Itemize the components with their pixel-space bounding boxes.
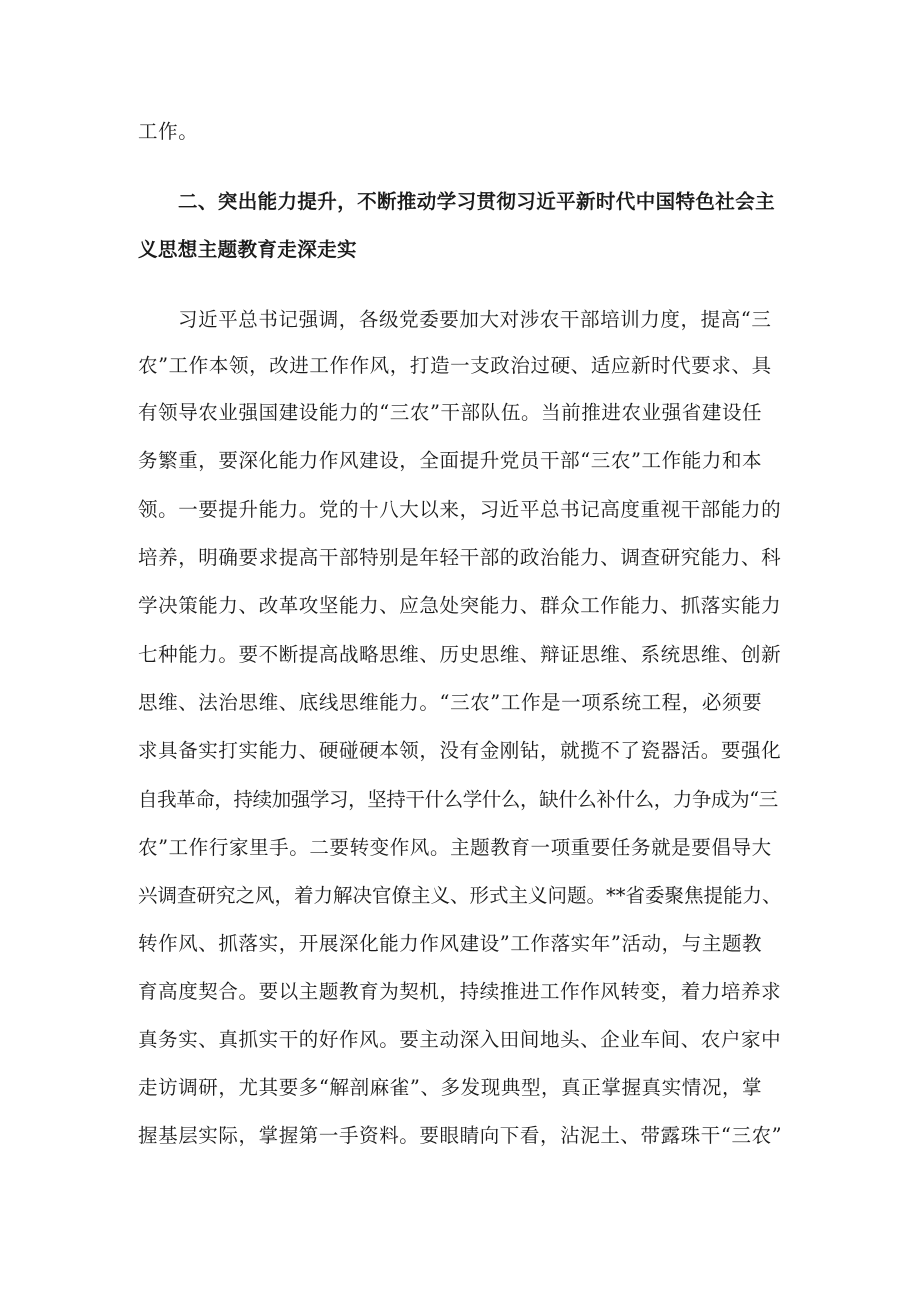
paragraph-line: 习近平总书记强调，各级党委要加大对涉农干部培训力度，提高“三	[178, 308, 772, 331]
paragraph-line: 学决策能力、改革攻坚能力、应急处突能力、群众工作能力、抓落实能力	[138, 594, 782, 617]
paragraph-line: 真务实、真抓实干的好作风。要主动深入田间地头、企业车间、农户家中	[138, 1028, 782, 1051]
paragraph-line: 务繁重，要深化能力作风建设，全面提升党员干部“三农”工作能力和本	[138, 449, 763, 472]
paragraph-line: 求具备实打实能力、硬碰硬本领，没有金刚钻，就揽不了瓷器活。要强化	[138, 739, 782, 762]
paragraph-line: 思维、法治思维、底线思维能力。“三农”工作是一项系统工程，必须要	[138, 691, 763, 714]
paragraph-line: 转作风、抓落实，开展深化能力作风建设”工作落实年”活动，与主题教	[138, 932, 763, 955]
paragraph-line: 领。一要提升能力。党的十八大以来，习近平总书记高度重视干部能力的	[138, 498, 782, 521]
section-heading-line-1: 二、突出能力提升，不断推动学习贯彻习近平新时代中国特色社会主	[178, 190, 776, 213]
paragraph-line: 有领导农业强国建设能力的“三农”干部队伍。当前推进农业强省建设任	[138, 401, 763, 424]
paragraph-line: 育高度契合。要以主题教育为契机，持续推进工作作风转变，着力培养求	[138, 980, 782, 1003]
paragraph-line: 自我革命，持续加强学习，坚持干什么学什么，缺什么补什么，力争成为“三	[138, 788, 778, 811]
carryover-line: 工作。	[138, 120, 199, 143]
paragraph-line: 兴调查研究之风，着力解决官僚主义、形式主义问题。**省委聚焦提能力、	[138, 884, 782, 907]
section-heading-line-2: 义思想主题教育走深走实	[138, 238, 357, 261]
paragraph-line: 走访调研，尤其要多“解剖麻雀”、多发现典型，真正掌握真实情况，掌	[138, 1076, 763, 1099]
paragraph-line: 农”工作行家里手。二要转变作风。主题教育一项重要任务就是要倡导大	[138, 836, 772, 859]
paragraph-line: 培养，明确要求提高干部特别是年轻干部的政治能力、调查研究能力、科	[138, 546, 782, 569]
paragraph-line: 农”工作本领，改进工作作风，打造一支政治过硬、适应新时代要求、具	[138, 354, 772, 377]
paragraph-line: 七种能力。要不断提高战略思维、历史思维、辩证思维、系统思维、创新	[138, 643, 782, 666]
paragraph-line: 握基层实际，掌握第一手资料。要眼睛向下看，沾泥土、带露珠干“三农”	[138, 1124, 783, 1147]
